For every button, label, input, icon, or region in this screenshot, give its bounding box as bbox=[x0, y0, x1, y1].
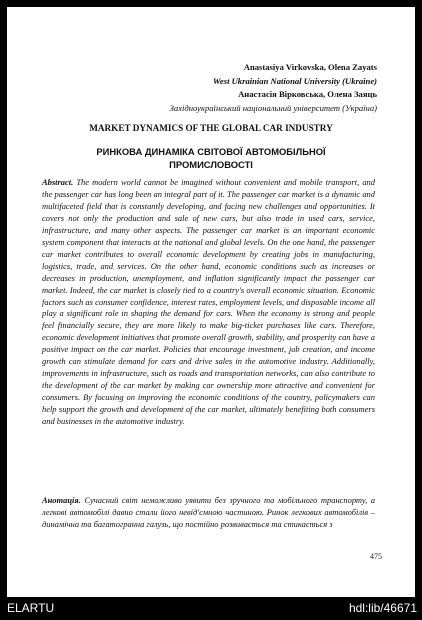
abstract-en-lead: Abstract. bbox=[42, 177, 74, 187]
article-title-en: MARKET DYNAMICS OF THE GLOBAL CAR INDUSTRY bbox=[89, 123, 333, 133]
author-block bbox=[170, 61, 377, 115]
abstract-en bbox=[42, 177, 375, 428]
abstract-ua bbox=[42, 495, 375, 531]
abstract-ua-lead: Анотація. bbox=[42, 495, 81, 505]
document-page bbox=[7, 7, 415, 597]
page-number: 475 bbox=[370, 552, 382, 561]
author-names-ua: Анастасія Вірковська, Олена Заяць bbox=[238, 89, 377, 99]
footer-bar bbox=[0, 597, 422, 620]
repository-label: ELARTU bbox=[7, 601, 55, 615]
article-title-ua-line1: РИНКОВА ДИНАМІКА СВІТОВОЇ АВТОМОБІЛЬНОЇ bbox=[96, 146, 326, 157]
article-title-ua-line2: ПРОМИСЛОВОСТІ bbox=[169, 159, 253, 170]
handle-link[interactable]: hdl:lib/46671 bbox=[348, 601, 417, 615]
abstract-en-text: The modern world cannot be imagined without convenient and mobile transport, and the passenger car has long been an integral part of it. The passenger car market is a dynamic and multifaceted field that is constantly developing, and facing new challenges and opportunities. It covers not only the production and sale of new cars, but also trade in used cars, service, infrastructure, and many other aspects. The passenger car market is an important economic system component that interacts at the national and global levels. On the one hand, the passenger car market contributes to overall economic development by creating jobs in manufacturing, logistics, trade, and services. On the other hand, economic conditions such as increases or decreases in production, unemployment, and inflation significantly impact the passenger car market. Indeed, the car market is closely tied to a country's overall economic situation. Economic factors such as consumer confidence, interest rates, employment levels, and disposable income all play a significant role in shaping the demand for cars. When the economy is strong and people feel financially secure, they are more likely to make big-ticket purchases like cars. Therefore, economic development initiatives that promote overall growth, stability, and prosperity can have a positive impact on the car market. Policies that encourage investment, job creation, and income growth can stimulate demand for cars and drive sales in the automotive industry. Additionally, improvements in infrastructure, such as roads and transportation networks, can also contribute to the development of the car market by making car ownership more attractive and convenient for consumers. By focusing on improving the economic conditions of the country, policymakers can help support the growth and development of the car market, ultimately benefiting both consumers and businesses in the automotive industry. bbox=[42, 177, 375, 427]
abstract-ua-text: Сучасний світ неможливо уявити без зручного та мобільного транспорту, а легкові автомобілі давно стали його невід'ємною частиною. Ринок легкових автомобілів – динамічна та багатогранна галузь, що постійно розвивається та стикається з bbox=[42, 495, 375, 529]
university-en: West Ukrainian National University (Ukraine) bbox=[212, 75, 377, 86]
university-ua: Західноукраїнський національний університет (Україна) bbox=[169, 102, 377, 113]
author-names-en: Anastasiya Virkovska, Olena Zayats bbox=[243, 62, 377, 72]
article-title-ua bbox=[7, 145, 415, 171]
